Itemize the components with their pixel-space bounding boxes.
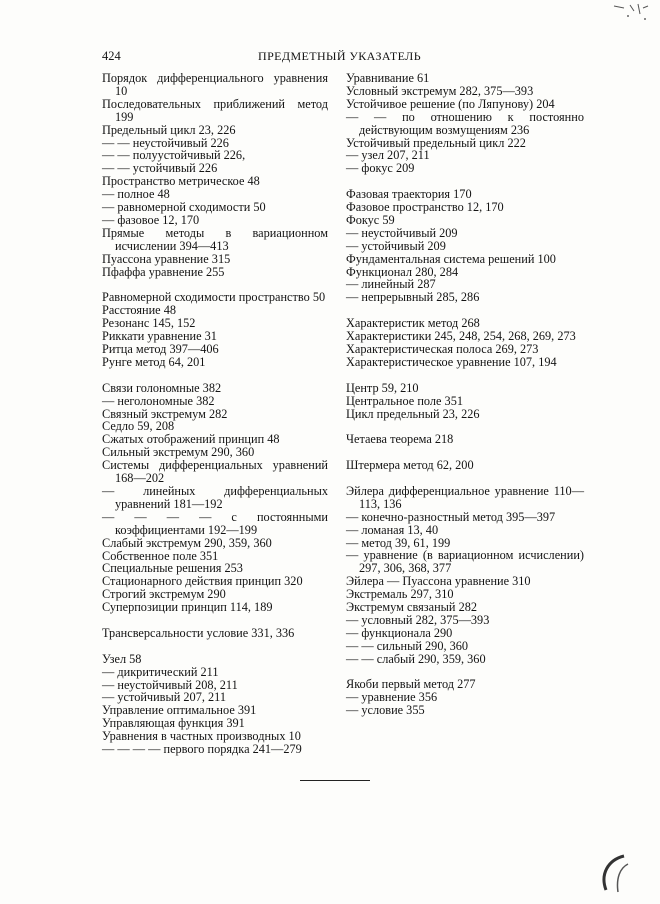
index-entry: Связи голономные 382 xyxy=(102,380,222,395)
index-entry: — линейных дифференциальных уравнений 181—192 xyxy=(102,483,328,511)
index-entry: Ритца метод 397—406 xyxy=(102,342,219,357)
index-entry: — — неустойчивый 226 xyxy=(102,135,229,150)
index-entry: Цикл предельный 23, 226 xyxy=(346,406,480,421)
index-entry: — устойчивый 209 xyxy=(346,238,446,253)
index-entry: — условие 355 xyxy=(346,703,425,718)
index-entry: — уравнение (в вариационном исчислении) 297, 306, 368, 377 xyxy=(346,548,584,576)
index-entry: Последовательных приближений метод 199 xyxy=(102,96,328,124)
index-entry: Якоби первый метод 277 xyxy=(346,677,476,692)
index-entry: Центральное поле 351 xyxy=(346,393,463,408)
index-entry: Рунге метод 64, 201 xyxy=(102,354,206,369)
index-entry: Экстремаль 297, 310 xyxy=(346,587,454,602)
index-entry: Характеристическая полоса 269, 273 xyxy=(346,342,539,356)
index-entry: — метод 39, 61, 199 xyxy=(346,535,451,550)
index-entry: Слабый экстремум 290, 359, 360 xyxy=(102,535,272,550)
index-entry: — — — — с постоянными коэффициентами 192—199 xyxy=(102,509,328,537)
index-entry: — непрерывный 285, 286 xyxy=(346,290,480,305)
index-entry: Расстояние 48 xyxy=(102,303,176,318)
index-entry: Связный экстремум 282 xyxy=(102,406,228,421)
index-entry: Порядок дифференциального уравнения 10 xyxy=(102,71,328,98)
index-entry: — равномерной сходимости 50 xyxy=(102,200,266,215)
index-entry: Четаева теорема 218 xyxy=(346,432,454,447)
index-entry: Равномерной сходимости пространство 50 xyxy=(102,290,326,305)
end-rule xyxy=(300,780,370,781)
index-entry: — неустойчивый 208, 211 xyxy=(102,677,238,692)
index-entry: Штермера метод 62, 200 xyxy=(346,458,474,473)
index-entry: Системы дифференциальных уравнений 168—202 xyxy=(102,458,328,486)
index-entry: — линейный 287 xyxy=(346,277,436,292)
index-entry: — устойчивый 207, 211 xyxy=(102,690,226,705)
index-entry: — функционала 290 xyxy=(346,625,453,640)
index-entry: Уравнения в частных производных 10 xyxy=(102,729,301,744)
index-entry: Устойчивый предельный цикл 222 xyxy=(346,135,526,150)
index-entry: — конечно-разностный метод 395—397 xyxy=(346,509,556,524)
index-column-right xyxy=(346,72,584,717)
index-entry: Условный экстремум 282, 375—393 xyxy=(346,83,534,98)
index-entry: — узел 207, 211 xyxy=(346,148,430,163)
index-entry: Суперпозиции принцип 114, 189 xyxy=(102,600,273,615)
index-entry: Управление оптимальное 391 xyxy=(102,703,257,718)
index-entry: Фазовая траектория 170 xyxy=(346,187,472,202)
index-entry: Пространство метрическое 48 xyxy=(102,174,260,189)
index-entry: Уравнивание 61 xyxy=(346,71,430,85)
index-entry: Резонанс 145, 152 xyxy=(102,316,196,331)
index-entry: Эйлера — Пуассона уравнение 310 xyxy=(346,574,531,589)
index-entry: Экстремум связаный 282 xyxy=(346,600,478,615)
index-entry: Трансверсальности условие 331, 336 xyxy=(102,625,295,640)
index-entry: — фазовое 12, 170 xyxy=(102,212,200,227)
page-number: 424 xyxy=(102,49,121,63)
index-entry: Характеристик метод 268 xyxy=(346,316,480,331)
index-entry: Эйлера дифференциальное уравнение 110—113, 136 xyxy=(346,483,584,511)
running-head: ПРЕДМЕТНЫЙ УКАЗАТЕЛЬ xyxy=(258,49,422,63)
index-entry: — ломаная 13, 40 xyxy=(346,522,439,537)
index-entry: Собственное поле 351 xyxy=(102,548,219,563)
index-entry: Пфаффа уравнение 255 xyxy=(102,264,225,279)
index-entry: Характеристики 245, 248, 254, 268, 269, 273 xyxy=(346,329,576,344)
index-entry: Фокус 59 xyxy=(346,212,395,227)
index-entry: — неустойчивый 209 xyxy=(346,225,458,240)
index-entry: Специальные решения 253 xyxy=(102,561,243,576)
index-entry: — — слабый 290, 359, 360 xyxy=(346,651,486,666)
index-entry: Стационарного действия принцип 320 xyxy=(102,574,303,589)
index-entry: Риккати уравнение 31 xyxy=(102,329,217,344)
index-entry: Строгий экстремум 290 xyxy=(102,587,226,602)
index-entry: — — сильный 290, 360 xyxy=(346,638,469,653)
index-entry: — — — — первого порядка 241—279 xyxy=(102,742,302,757)
index-entry: — неголономные 382 xyxy=(102,393,215,408)
index-entry: Предельный цикл 23, 226 xyxy=(102,122,236,137)
index-entry: Характеристическое уравнение 107, 194 xyxy=(346,354,557,369)
index-entry: — условный 282, 375—393 xyxy=(346,612,490,627)
index-entry: — уравнение 356 xyxy=(346,690,438,705)
index-entry: Сильный экстремум 290, 360 xyxy=(102,445,255,460)
index-entry: Узел 58 xyxy=(102,651,142,666)
index-entry: — полное 48 xyxy=(102,187,170,202)
index-entry: Фазовое пространство 12, 170 xyxy=(346,200,504,215)
index-entry: Управляющая функция 391 xyxy=(102,716,245,731)
index-entry: Сжатых отображений принцип 48 xyxy=(102,432,280,447)
index-entry: Функционал 280, 284 xyxy=(346,264,459,279)
index-entry: Фундаментальная система решений 100 xyxy=(346,251,556,266)
index-entry: — — устойчивый 226 xyxy=(102,161,218,176)
index-entry: Центр 59, 210 xyxy=(346,380,419,395)
scan-curl-mark xyxy=(594,850,634,894)
index-entry: — — полуустойчивый 226, xyxy=(102,148,246,163)
index-entry: Пуассона уравнение 315 xyxy=(102,251,231,266)
index-entry: Прямые методы в вариационном исчислении 394—413 xyxy=(102,225,328,253)
index-entry: — — по отношению к постоянно действующим возмущениям 236 xyxy=(346,109,584,137)
index-entry: — дикритический 211 xyxy=(102,664,219,679)
index-column-left xyxy=(102,72,328,756)
scan-speck-mark xyxy=(610,2,650,24)
index-entry: Седло 59, 208 xyxy=(102,419,175,434)
index-entry: — фокус 209 xyxy=(346,161,415,176)
index-entry: Устойчивое решение (по Ляпунову) 204 xyxy=(346,96,555,111)
